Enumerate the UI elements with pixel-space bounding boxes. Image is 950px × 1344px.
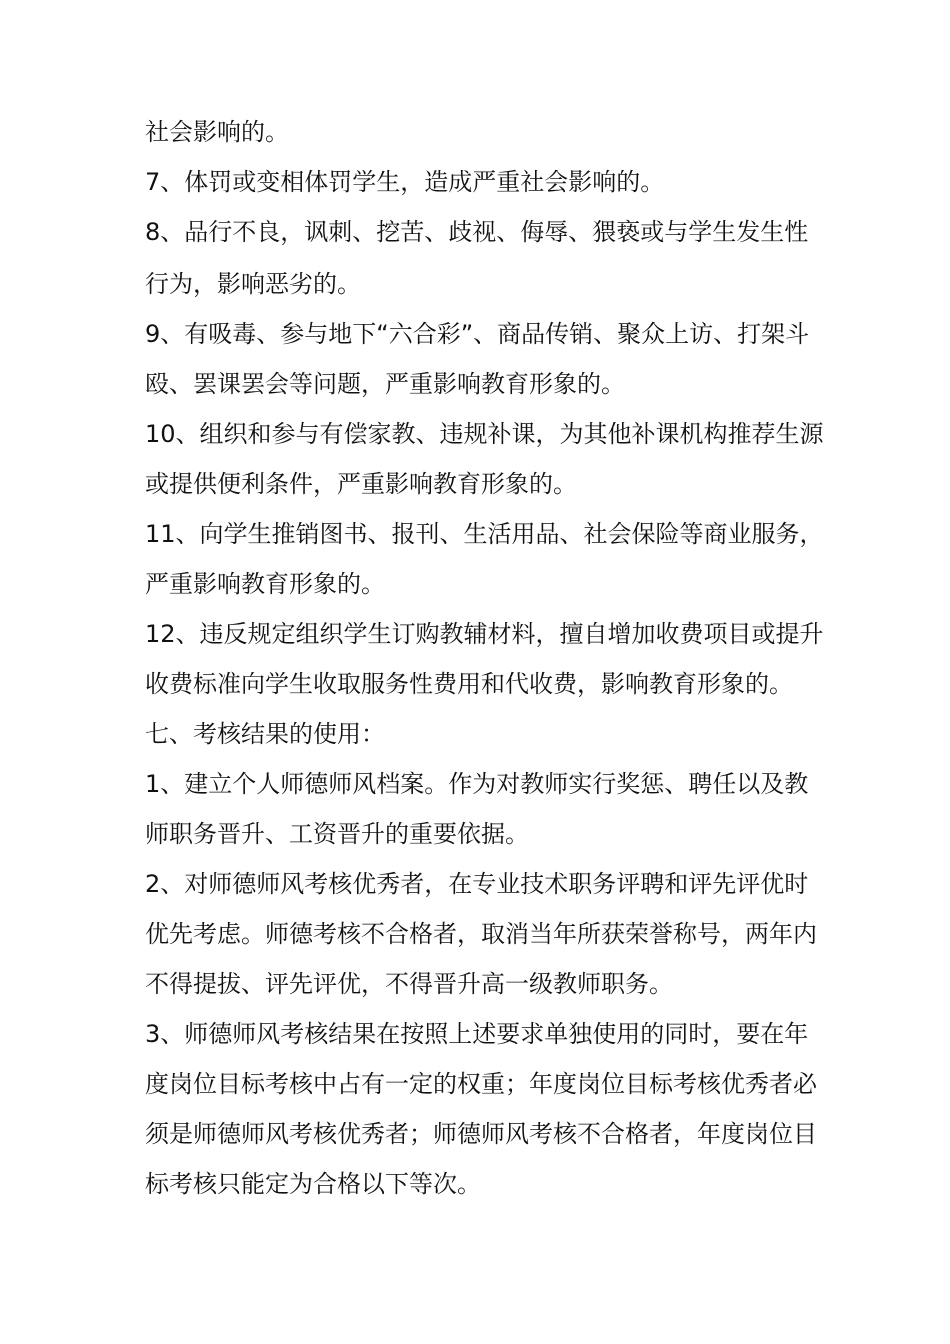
text-line: 不得提拔、评先评优，不得晋升高一级教师职务。 xyxy=(145,970,673,998)
text-line: 度岗位目标考核中占有一定的权重；年度岗位目标考核优秀者必 xyxy=(145,1070,817,1098)
text-line: 殴、罢课罢会等问题，严重影响教育形象的。 xyxy=(145,370,625,398)
text-line: 1、建立个人师德师风档案。作为对教师实行奖惩、聘任以及教 xyxy=(145,770,809,798)
section-heading: 七、考核结果的使用： xyxy=(145,720,385,748)
text-line: 12、违反规定组织学生订购教辅材料，擅自增加收费项目或提升 xyxy=(145,620,824,648)
text-line: 或提供便利条件，严重影响教育形象的。 xyxy=(145,470,577,498)
text-line: 收费标准向学生收取服务性费用和代收费，影响教育形象的。 xyxy=(145,670,793,698)
text-line: 10、组织和参与有偿家教、违规补课，为其他补课机构推荐生源 xyxy=(145,420,824,448)
text-line: 行为，影响恶劣的。 xyxy=(145,270,361,298)
text-line: 严重影响教育形象的。 xyxy=(145,570,385,598)
text-line: 7、体罚或变相体罚学生，造成严重社会影响的。 xyxy=(145,168,665,196)
text-line: 8、品行不良，讽刺、挖苦、歧视、侮辱、猥亵或与学生发生性 xyxy=(145,218,809,246)
text-line: 优先考虑。师德考核不合格者，取消当年所获荣誉称号，两年内 xyxy=(145,920,817,948)
text-line: 须是师德师风考核优秀者；师德师风考核不合格者，年度岗位目 xyxy=(145,1120,817,1148)
text-line: 3、师德师风考核结果在按照上述要求单独使用的同时，要在年 xyxy=(145,1020,809,1048)
text-line: 社会影响的。 xyxy=(145,118,289,146)
text-line: 2、对师德师风考核优秀者，在专业技术职务评聘和评先评优时 xyxy=(145,870,809,898)
text-line: 11、向学生推销图书、报刊、生活用品、社会保险等商业服务， xyxy=(145,520,824,548)
text-line: 9、有吸毒、参与地下“六合彩”、商品传销、聚众上访、打架斗 xyxy=(145,320,810,348)
text-line: 师职务晋升、工资晋升的重要依据。 xyxy=(145,820,529,848)
text-line: 标考核只能定为合格以下等次。 xyxy=(145,1170,481,1198)
